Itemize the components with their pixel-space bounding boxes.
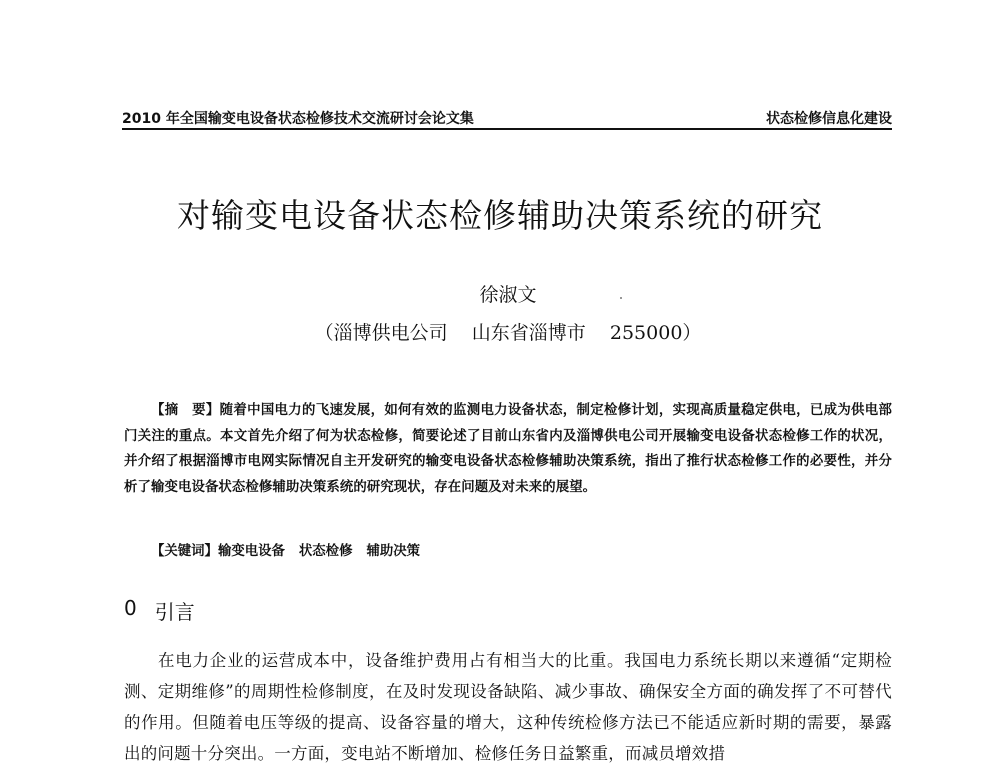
abstract	[124, 398, 892, 500]
abstract-text: 随着中国电力的飞速发展，如何有效的监测电力设备状态，制定检修计划，实现高质量稳定供电，已成为供电部门关注的重点。本文首先介绍了何为状态检修，简要论述了目前山东省内及淄博供电公司开展输变电设备状态检修工作的状况，并介绍了根据淄博市电网实际情况自主开发研究的输变电设备状态检修辅助决策系统，指出了推行状态检修工作的必要性，并分析了输变电设备状态检修辅助决策系统的研究现状，存在问题及对未来的展望。	[124, 403, 892, 495]
keywords-label: 【关键词】	[151, 544, 218, 559]
header-rule	[122, 128, 892, 130]
running-header	[122, 104, 892, 128]
running-header-left: 2010 年全国输变电设备状态检修技术交流研讨会论文集	[122, 111, 474, 127]
section-heading	[124, 596, 195, 625]
running-header-right: 状态检修信息化建设	[766, 111, 892, 127]
keywords-text: 输变电设备 状态检修 辅助决策	[217, 544, 421, 559]
section-title: 引言	[154, 600, 195, 624]
author-name: 徐淑文	[479, 284, 537, 306]
paper-title: 对输变电设备状态检修辅助决策系统的研究	[177, 196, 823, 235]
section-number: 0	[124, 596, 137, 620]
keywords	[151, 540, 891, 559]
author-affiliation: （淄博供电公司 山东省淄博市 255000）	[314, 322, 702, 344]
abstract-label: 【摘 要】	[151, 403, 220, 418]
speck-mark	[620, 297, 622, 299]
body-paragraph: 在电力企业的运营成本中，设备维护费用占有相当大的比重。我国电力系统长期以来遵循“定期检测、定期维修”的周期性检修制度，在及时发现设备缺陷、减少事故、确保安全方面的确发挥了不可替代的作用。但随着电压等级的提高、设备容量的增大，这种传统检修方法已不能适应新时期的需要，暴露出的问题十分突出。一方面，变电站不断增加、检修任务日益繁重，而减员增效措	[124, 651, 892, 763]
